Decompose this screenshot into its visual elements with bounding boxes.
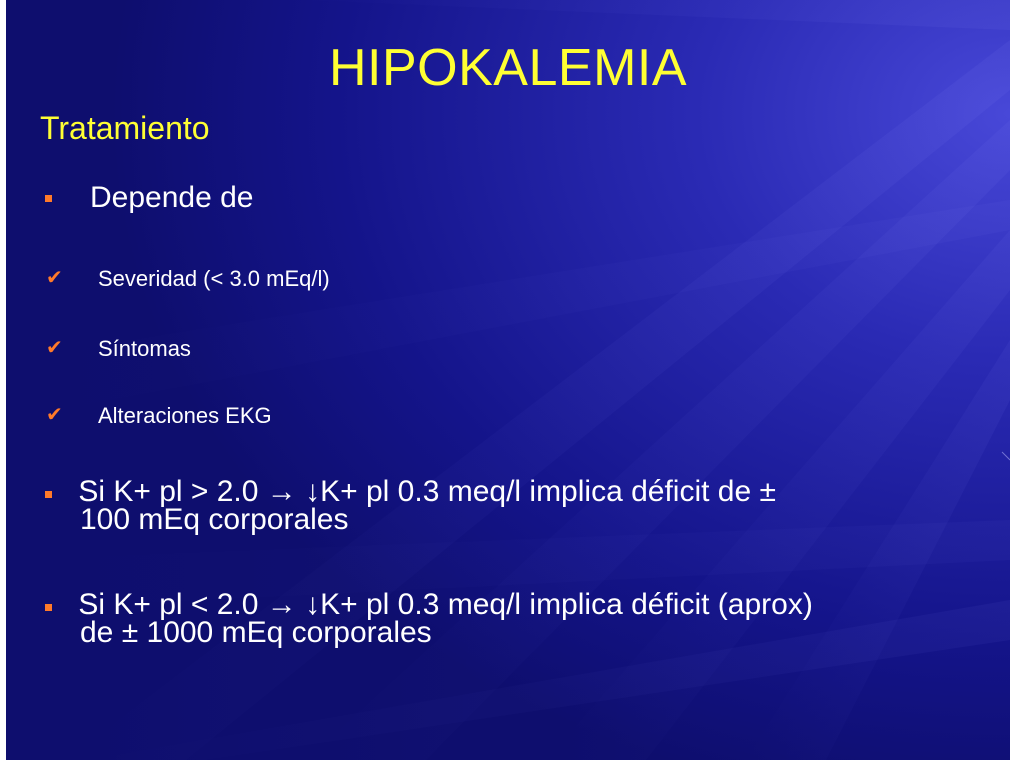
list-item-line: Si K+ pl < 2.0 → ↓K+ pl 0.3 meq/l implica déficit (aprox): [70, 588, 813, 621]
list-item-depende: Depende de: [90, 181, 254, 214]
checkmark-icon: ✔: [46, 265, 63, 289]
checkmark-icon: ✔: [46, 402, 63, 426]
square-bullet-icon: [45, 195, 52, 202]
square-bullet-icon: [45, 491, 52, 498]
list-item-severidad: Severidad (< 3.0 mEq/l): [98, 266, 330, 291]
list-item-alteraciones: Alteraciones EKG: [98, 403, 272, 428]
list-item-sintomas: Síntomas: [98, 336, 191, 361]
list-item-line: Si K+ pl > 2.0 → ↓K+ pl 0.3 meq/l implica déficit de ±: [70, 475, 776, 508]
slide: [6, 0, 1010, 760]
list-item-line: 100 mEq corporales: [80, 503, 349, 536]
checkmark-icon: ✔: [46, 335, 63, 359]
list-item-line: de ± 1000 mEq corporales: [80, 616, 432, 649]
slide-title: HIPOKALEMIA: [328, 39, 688, 97]
square-bullet-icon: [45, 604, 52, 611]
list-item-k-menor-2: [70, 590, 970, 648]
list-item-k-mayor-2: [70, 477, 970, 535]
slide-subtitle: Tratamiento: [40, 110, 210, 146]
